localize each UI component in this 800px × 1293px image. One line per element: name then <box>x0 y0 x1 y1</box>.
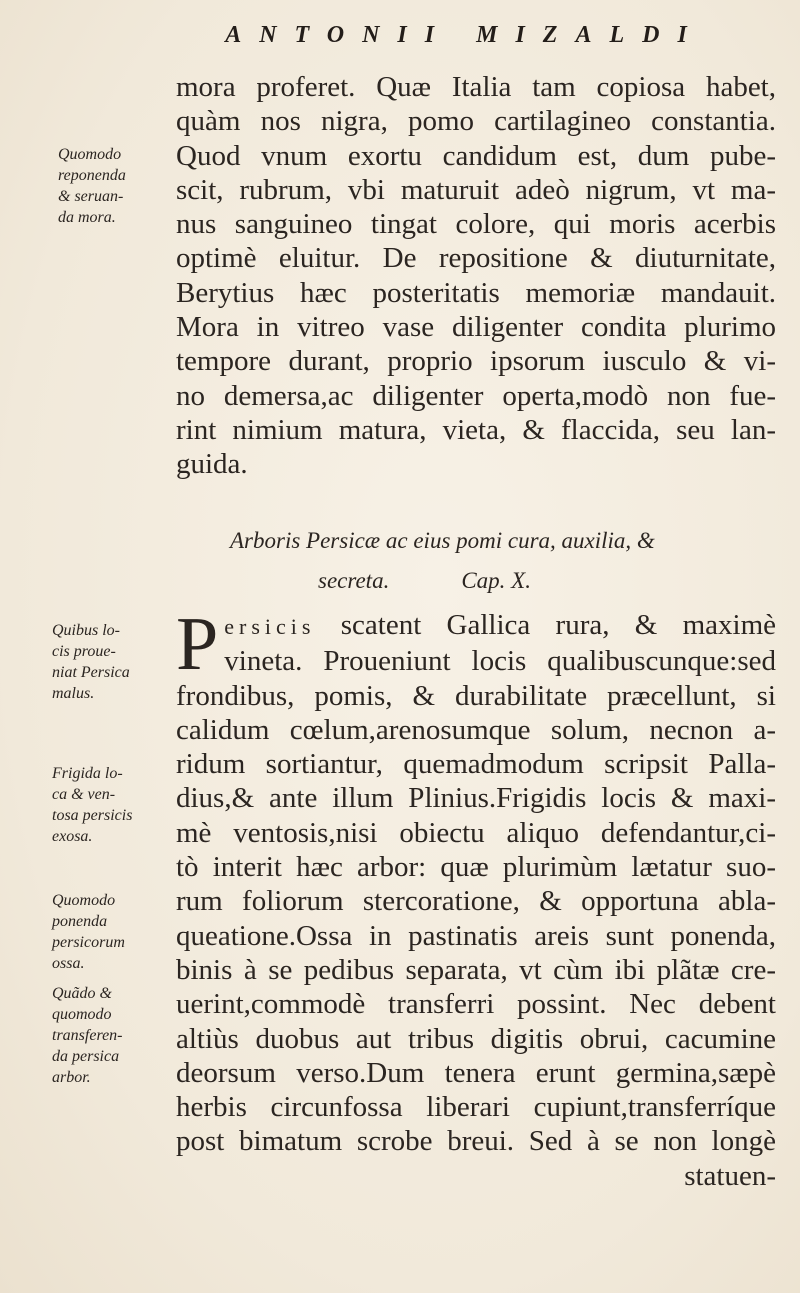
text-line: queatione.Ossa in pastinatis areis sunt ponenda, <box>176 919 776 952</box>
small-caps-word: ersicis <box>224 614 316 639</box>
text-line: mè ventosis,nisi obiectu aliquo defendantur,ci- <box>176 816 776 849</box>
margin-note-line: Quãdo & <box>52 985 112 1002</box>
text-line: guida. <box>176 448 248 481</box>
margin-note-line: quomodo <box>52 1006 112 1023</box>
chapter-title-line-1: Arboris Persicæ ac eius pomi cura, auxilia, & <box>230 528 655 553</box>
text-line: optimè eluitur. De repositione & diuturnitate, <box>176 242 776 275</box>
text-line: mora proferet. Quæ Italia tam copiosa habet, <box>176 71 776 103</box>
text-line: tò interit hæc arbor: quæ plurimùm lætatur suo- <box>176 851 776 884</box>
margin-note-line: ca & ven- <box>52 786 116 803</box>
margin-note <box>52 620 170 704</box>
catchword: statuen- <box>684 1159 776 1192</box>
text-line: deorsum verso.Dum tenera erunt germina,sæpè <box>176 1056 776 1089</box>
text-line: Mora in vitreo vase diligenter condita plurimo <box>176 311 776 344</box>
margin-note-line: malus. <box>52 685 95 702</box>
margin-note-line: ponenda <box>52 913 108 930</box>
chapter-heading <box>176 521 776 601</box>
margin-note-line: Quomodo <box>52 892 116 909</box>
text-line: frondibus, pomis, & durabilitate præcellunt, si <box>176 679 776 712</box>
margin-note-line: persicorum <box>52 934 125 951</box>
text-line: rint nimium matura, vieta, & flaccida, seu lan- <box>176 413 776 446</box>
drop-cap: P <box>176 602 219 686</box>
text-line: herbis circunfossa liberari cupiunt,transferríque <box>176 1091 776 1124</box>
text-line: binis à se pedibus separata, vt cùm ibi plãtæ cre- <box>176 953 776 986</box>
margin-note-line: tosa persicis <box>52 807 133 824</box>
text-line: Quod vnum exortu candidum est, dum pube- <box>176 139 776 172</box>
text-line: calidum cœlum,arenosumque solum, necnon a- <box>176 713 776 746</box>
text-line: Berytius hæc posteritatis memoriæ mandauit. <box>176 276 776 309</box>
margin-note-line: arbor. <box>52 1069 91 1086</box>
margin-note-line: exosa. <box>52 828 93 845</box>
text-line: altiùs duobus aut tribus digitis obrui, cacumine <box>176 1022 776 1055</box>
margin-note-line: transferen- <box>52 1027 123 1044</box>
text-block-1 <box>176 70 776 482</box>
margin-note <box>52 983 170 1088</box>
margin-note-line: reponenda <box>58 167 126 184</box>
margin-note-line: & seruan- <box>58 188 124 205</box>
margin-note <box>58 144 176 228</box>
chapter-title-line-2 <box>176 561 776 601</box>
margin-note <box>52 890 170 974</box>
text-line: ridum sortiantur, quemadmodum scripsit Palla- <box>176 748 776 781</box>
running-header: ANTONII MIZALDI <box>225 22 705 48</box>
margin-note-line: Frigida lo- <box>52 765 123 782</box>
margin-note-line: ossa. <box>52 955 85 972</box>
margin-note-line: Quomodo <box>58 146 122 163</box>
chapter-number: Cap. X. <box>461 568 531 593</box>
text-block-2 <box>176 602 776 1193</box>
first-line-tail: scatent Gallica rura, & maximè <box>315 609 776 641</box>
margin-note <box>52 763 170 847</box>
text-line: no demersa,ac diligenter operta,modò non fue- <box>176 379 776 412</box>
margin-note-line: niat Persica <box>52 664 130 681</box>
margin-note-line: cis proue- <box>52 643 116 660</box>
margin-note-line: da mora. <box>58 209 116 226</box>
text-line: quàm nos nigra, pomo cartilagineo constantia. <box>176 105 776 138</box>
text-line: post bimatum scrobe breui. Sed à se non longè <box>176 1125 776 1158</box>
text-line: vineta. Proueniunt locis qualibuscunque:sed <box>224 645 776 678</box>
text-line: uerint,commodè transferri possint. Nec debent <box>176 988 776 1021</box>
text-line: scit, rubrum, vbi maturuit adeò nigrum, vt ma- <box>176 173 776 206</box>
margin-note-line: Quibus lo- <box>52 622 120 639</box>
text-line: nus sanguineo tingat colore, qui moris acerbis <box>176 208 776 241</box>
text-line <box>176 608 776 644</box>
text-line: rum foliorum stercoratione, & opportuna abla- <box>176 885 776 918</box>
chapter-title-line-2-text: secreta. <box>318 568 390 593</box>
text-line: tempore durant, proprio ipsorum iusculo & vi- <box>176 345 776 378</box>
margin-note-line: da persica <box>52 1048 120 1065</box>
text-line: dius,& ante illum Plinius.Frigidis locis & maxi- <box>176 782 776 815</box>
